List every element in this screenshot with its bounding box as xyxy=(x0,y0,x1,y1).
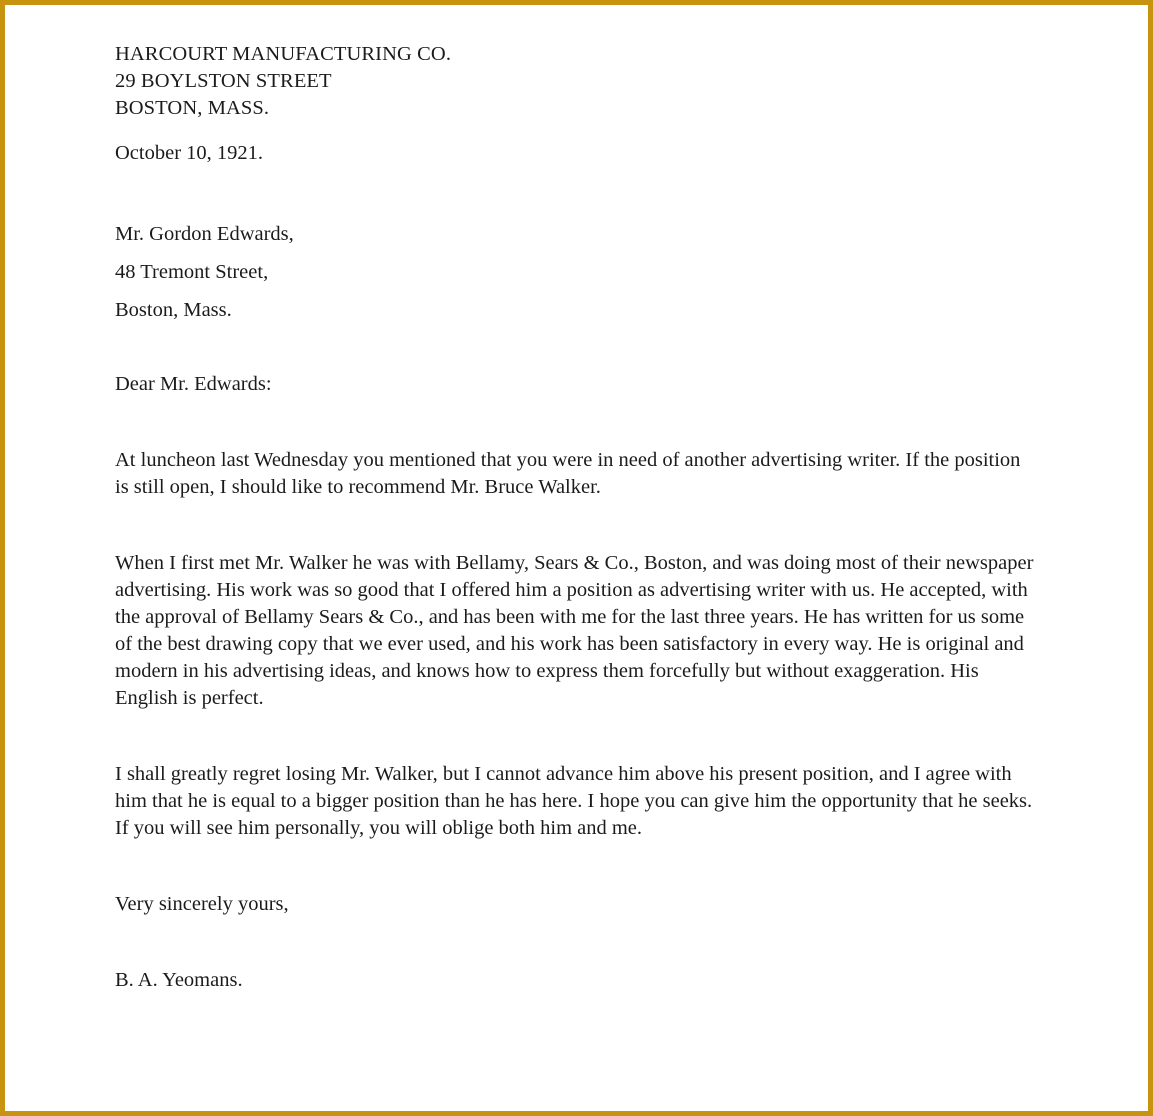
closing: Very sincerely yours, xyxy=(115,893,289,915)
letterhead-street: 29 BOYLSTON STREET xyxy=(115,70,332,92)
salutation: Dear Mr. Edwards: xyxy=(115,373,272,395)
inside-address-street: 48 Tremont Street, xyxy=(115,261,269,283)
body-paragraph-2: When I first met Mr. Walker he was with Bellamy, Sears & Co., Boston, and was doing most of their newspaper advertising. His work was so good that I offered him a position as advertising writer with us. He accepted, with the approval of Bellamy Sears & Co., and has been with me for the last three years. He has written for us some of the best drawing copy that we ever used, and his work has been satisfactory in every way. He is original and modern in his advertising ideas, and knows how to express them forcefully but without exaggeration. His English is perfect. xyxy=(115,552,1034,709)
inside-address-recipient: Mr. Gordon Edwards, xyxy=(115,223,294,245)
letterhead-company: HARCOURT MANUFACTURING CO. xyxy=(115,43,452,65)
body-paragraph-3: I shall greatly regret losing Mr. Walker, but I cannot advance him above his present position, and I agree with him that he is equal to a bigger position than he has here. I hope you can give him the opportunity that he seeks. If you will see him personally, you will oblige both him and me. xyxy=(115,763,1033,839)
letter-body xyxy=(115,41,1035,994)
inside-address-city-state: Boston, Mass. xyxy=(115,299,232,321)
letterhead-city-state: BOSTON, MASS. xyxy=(115,97,270,119)
letterhead xyxy=(115,41,1035,122)
body-paragraph-1: At luncheon last Wednesday you mentioned that you were in need of another advertising writer. If the position is still open, I should like to recommend Mr. Bruce Walker. xyxy=(115,449,1021,498)
signature: B. A. Yeomans. xyxy=(115,969,243,991)
date-line: October 10, 1921. xyxy=(115,142,264,164)
inside-address xyxy=(115,215,1035,329)
